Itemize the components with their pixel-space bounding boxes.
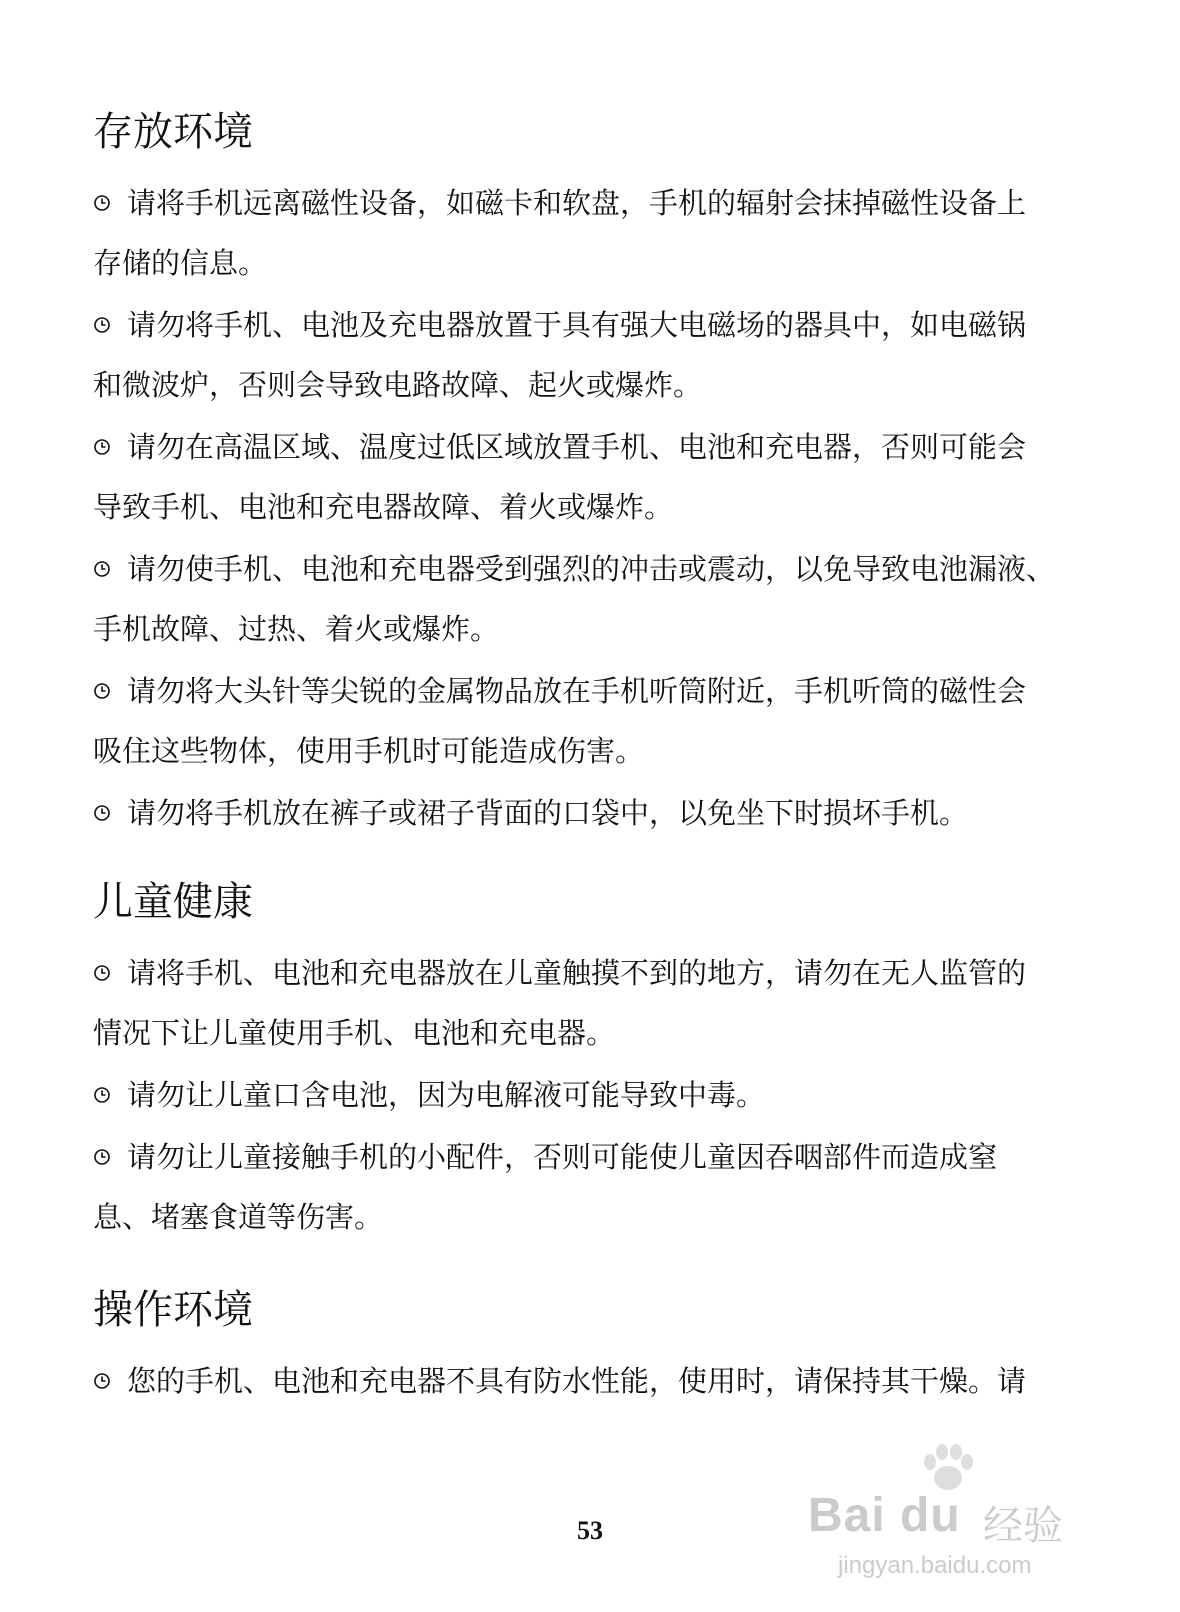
bullet-text: 请将手机、电池和充电器放在儿童触摸不到的地方，请勿在无人监管的: [127, 956, 1027, 990]
section-heading: 儿童健康: [93, 879, 253, 925]
watermark: [808, 1440, 1098, 1590]
watermark-label: 经验: [983, 1503, 1063, 1549]
watermark-brand: Bai du: [808, 1489, 961, 1542]
bullet-text: 请勿让儿童口含电池，因为电解液可能导致中毒。: [127, 1078, 766, 1112]
bullet-text: 请勿使手机、电池和充电器受到强烈的冲击或震动，以免导致电池漏液、: [127, 552, 1056, 586]
bullet-text: 请勿将大头针等尖锐的金属物品放在手机听筒附近，手机听筒的磁性会: [127, 674, 1027, 708]
bullet-text: 请勿将手机放在裤子或裙子背面的口袋中，以免坐下时损坏手机。: [127, 796, 969, 830]
watermark-url: jingyan.baidu.com: [838, 1552, 1032, 1579]
bullet-text: 请将手机远离磁性设备，如磁卡和软盘，手机的辐射会抹掉磁性设备上: [127, 186, 1027, 220]
bullet-text-continued: 导致手机、电池和充电器故障、着火或爆炸。: [93, 490, 674, 524]
bullet-text-continued: 存储的信息。: [93, 246, 268, 280]
bullet-text-continued: 吸住这些物体，使用手机时可能造成伤害。: [93, 734, 645, 768]
section-heading: 存放环境: [93, 109, 253, 155]
bullet-text-continued: 情况下让儿童使用手机、电池和充电器。: [93, 1016, 616, 1050]
bullet-text-continued: 和微波炉，否则会导致电路故障、起火或爆炸。: [93, 368, 703, 402]
bullet-text-continued: 息、堵塞食道等伤害。: [93, 1200, 384, 1234]
bullet-text: 请勿让儿童接触手机的小配件，否则可能使儿童因吞咽部件而造成窒: [127, 1140, 998, 1174]
section-heading: 操作环境: [93, 1287, 253, 1333]
bullet-text-continued: 手机故障、过热、着火或爆炸。: [93, 612, 500, 646]
bullet-text: 请勿将手机、电池及充电器放置于具有强大电磁场的器具中，如电磁锅: [127, 308, 1027, 342]
page-number: 53: [577, 1516, 603, 1545]
bullet-text: 请勿在高温区域、温度过低区域放置手机、电池和充电器，否则可能会: [127, 430, 1027, 464]
bullet-text: 您的手机、电池和充电器不具有防水性能，使用时，请保持其干燥。请: [127, 1364, 1027, 1398]
